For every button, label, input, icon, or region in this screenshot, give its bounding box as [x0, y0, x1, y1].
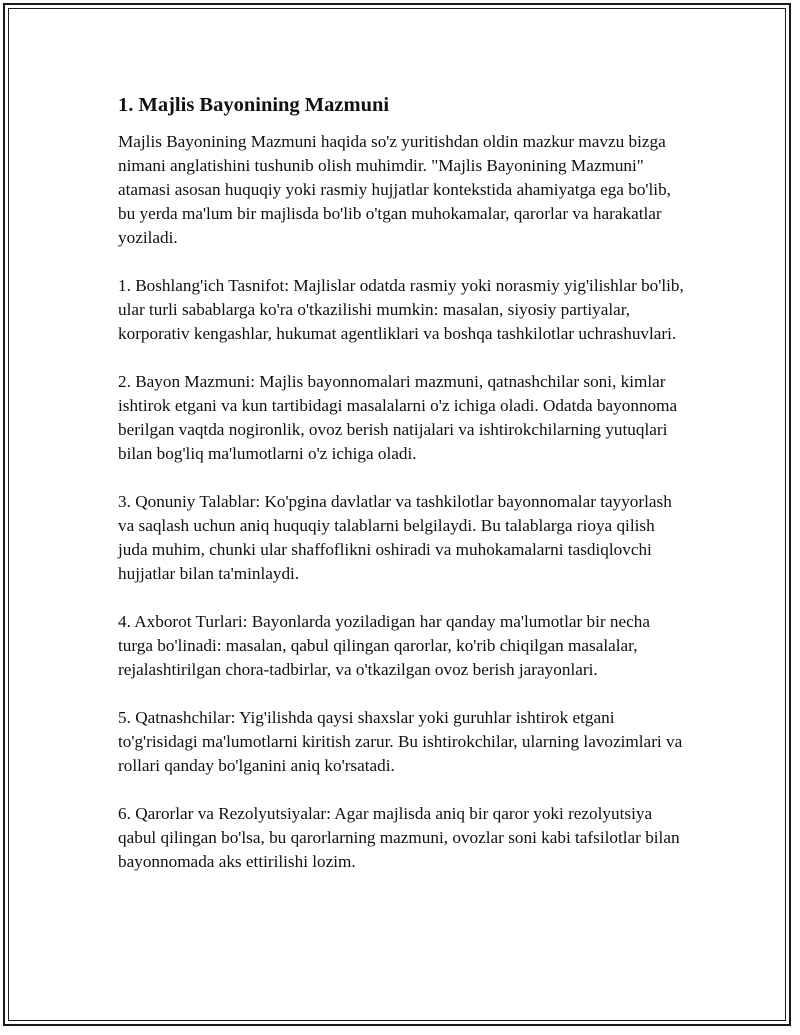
paragraph-information-types: 4. Axborot Turlari: Bayonlarda yoziladigan har qanday ma'lumotlar bir necha turga bo'linadi: masalan, qabul qilingan qarorlar, ko'rib chiqilgan masalalar, rejalashtirilgan chora-tadbirlar, va o'tkazilgan ovoz berish jarayonlari. — [118, 612, 650, 679]
paragraph-legal-requirements: 3. Qonuniy Talablar: Ko'pgina davlatlar va tashkilotlar bayonnomalar tayyorlash va saqlash uchun aniq huquqiy talablarni belgilaydi. Bu talablarga rioya qilish juda muhim, chunki ular shaffoflikni oshiradi va muhokamalarni tasdiqlovchi hujjatlar bilan ta'minlaydi. — [118, 492, 672, 583]
paragraph-participants: 5. Qatnashchilar: Yig'ilishda qaysi shaxslar yoki guruhlar ishtirok etgani to'g'risidagi ma'lumotlarni kiritish zarur. Bu ishtirokchilar, ularning lavozimlari va rollari qanday bo'lganini aniq ko'rsatadi. — [118, 708, 683, 775]
paragraph-decisions-resolutions: 6. Qarorlar va Rezolyutsiyalar: Agar majlisda aniq bir qaror yoki rezolyutsiya qabul qilingan bo'lsa, bu qarorlarning mazmuni, ovozlar soni kabi tafsilotlar bilan bayonnomada aks ettirilishi lozim. — [118, 804, 680, 871]
section-heading: 1. Majlis Bayonining Mazmuni — [118, 94, 390, 116]
document-body — [118, 92, 688, 898]
intro-paragraph: Majlis Bayonining Mazmuni haqida so'z yuritishdan oldin mazkur mavzu bizga nimani anglatishini tushunib olish muhimdir. "Majlis Bayonining Mazmuni" atamasi asosan huquqiy yoki rasmiy hujjatlar kontekstida ahamiyatga ega bo'lib, bu yerda ma'lum bir majlisda bo'lib o'tgan muhokamalar, qarorlar va harakatlar yoziladi. — [118, 132, 671, 247]
paragraph-initial-classification: 1. Boshlang'ich Tasnifot: Majlislar odatda rasmiy yoki norasmiy yig'ilishlar bo'lib, ular turli sabablarga ko'ra o'tkazilishi mumkin: masalan, siyosiy partiyalar, korporativ kengashlar, hukumat agentliklari va boshqa tashkilotlar uchrashuvlari. — [118, 276, 684, 343]
paragraph-minutes-content: 2. Bayon Mazmuni: Majlis bayonnomalari mazmuni, qatnashchilar soni, kimlar ishtirok etgani va kun tartibidagi masalalarni o'z ichiga oladi. Odatda bayonnoma berilgan vaqtda nogironlik, ovoz berish natijalari va ishtirokchilarning yutuqlari bilan bog'liq ma'lumotlarni o'z ichiga oladi. — [118, 372, 678, 463]
